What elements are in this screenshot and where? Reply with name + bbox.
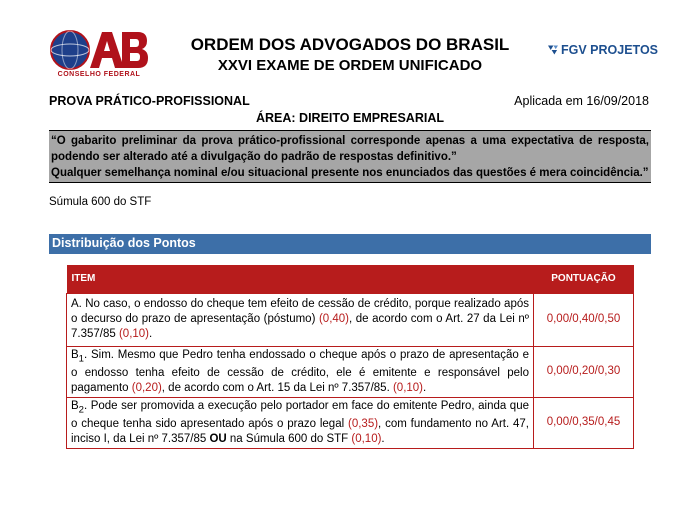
table-row	[67, 293, 634, 346]
disclaimer-box	[49, 130, 651, 183]
exam-area: ÁREA: DIREITO EMPRESARIAL	[256, 111, 444, 125]
score-cell-a: 0,00/0,40/0,50	[534, 293, 634, 346]
column-header-points: PONTUAÇÃO	[534, 265, 634, 293]
title-line-2: XXVI EXAME DE ORDEM UNIFICADO	[217, 57, 483, 74]
fgv-text: FGV PROJETOS	[560, 43, 658, 57]
score-cell-b1: 0,00/0,20/0,30	[534, 346, 634, 397]
disclaimer-line-2: Qualquer semelhança nominal e/ou situacional presente nos enunciados das questões é mera coincidência.”	[51, 167, 649, 179]
fgv-logo	[548, 38, 658, 62]
section-title: Distribuição dos Pontos	[49, 234, 651, 254]
column-header-item: ITEM	[67, 265, 534, 293]
score-table	[66, 265, 634, 449]
fgv-mark-icon	[548, 40, 558, 60]
applied-date: Aplicada em 16/09/2018	[514, 94, 649, 108]
oab-subtitle: CONSELHO FEDERAL	[57, 71, 141, 78]
item-cell-b2: $B_2$. Pode ser promovida a execução pelo portador em face do emitente Pedro, ainda que o cheque tenha sido apresentado após o prazo legal (0,35), com fundamento no Art. 47, inciso I, da Lei nº 7.357/85 OU na Súmula 600 do STF (0,10).	[67, 397, 534, 448]
title-line-1: ORDEM DOS ADVOGADOS DO BRASIL	[190, 35, 510, 54]
table-header-row	[67, 265, 634, 293]
table-row	[67, 346, 634, 397]
item-cell-a: A. No caso, o endosso do cheque tem efeito de cessão de crédito, porque realizado após o decurso do prazo de apresentação (póstumo) (0,40), de acordo com o Art. 27 da Lei nº 7.357/85 (0,10).	[67, 293, 534, 346]
table-row	[67, 397, 634, 448]
item-cell-b1: $B_1$. Sim. Mesmo que Pedro tenha endossado o cheque após o prazo de apresentação e o endosso tenha efeito de cessão de crédito, ele é emitente e responsável pelo pagamento (0,20), de acordo com o Art. 15 da Lei nº 7.357/85. (0,10).	[67, 346, 534, 397]
score-cell-b2: 0,00/0,35/0,45	[534, 397, 634, 448]
oab-letters-icon	[50, 30, 148, 70]
document-title	[165, 34, 535, 76]
reference-sumula: Súmula 600 do STF	[49, 196, 152, 208]
disclaimer-line-1: “O gabarito preliminar da prova prático-profissional corresponde apenas a uma expectativa de resposta, podendo ser alterado até a divulgação do padrão de respostas definitivo.”	[51, 135, 649, 163]
exam-type: PROVA PRÁTICO-PROFISSIONAL	[49, 94, 250, 108]
oab-logo	[50, 30, 148, 82]
